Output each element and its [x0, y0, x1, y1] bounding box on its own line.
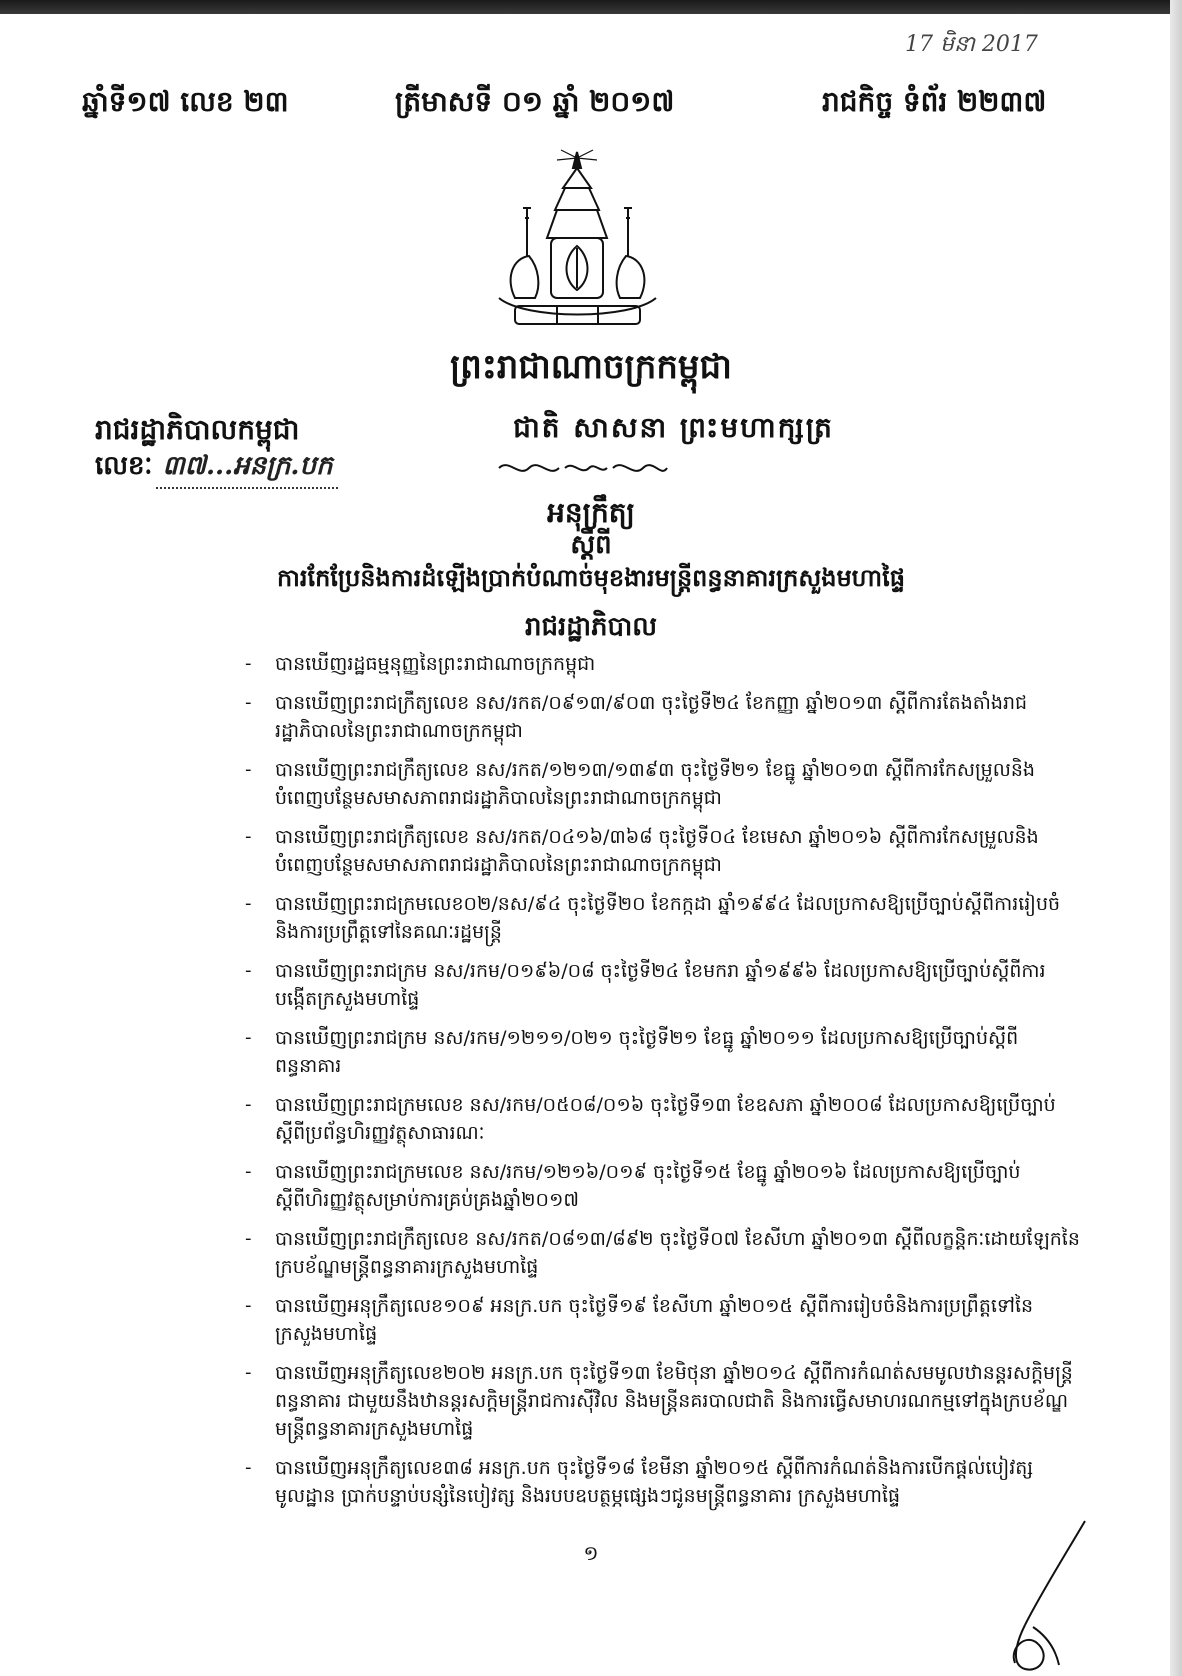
list-item: - បានឃើញរដ្ឋធម្មនុញ្ញនៃព្រះរាជាណាចក្រកម្ពុជា [245, 650, 1080, 678]
list-item: - បានឃើញព្រះរាជក្រមលេខ០២/នស/៩៤ ចុះថ្ងៃទី២០ ខែកក្កដា ឆ្នាំ១៩៩៤ ដែលប្រកាសឱ្យប្រើច្បាប់ស្ដីពីការរៀបចំនិងការប្រព្រឹត្តទៅនៃគណៈរដ្ឋមន្ត្រី [245, 890, 1080, 946]
bullet: - [245, 893, 252, 914]
bullet: - [245, 692, 252, 713]
list-item: - បានឃើញអនុក្រឹត្យលេខ២០២ អនក្រ.បក ចុះថ្ងៃទី១៣ ខែមិថុនា ឆ្នាំ២០១៤ ស្ដីពីការកំណត់សមមូលឋានន្តរសក្ដិមន្ត្រីពន្ធនាគារ ជាមួយនឹងឋានន្តរសក្ដិមន្ត្រីរាជការស៊ីវិល និងមន្ត្រីនគរបាលជាតិ និងការធ្វើសមាហរណកម្មទៅក្នុងក្របខ័ណ្ឌមន្ត្រីពន្ធនាគារក្រសួងមហាផ្ទៃ [245, 1359, 1080, 1443]
list-item: - បានឃើញអនុក្រឹត្យលេខ៣៨ អនក្រ.បក ចុះថ្ងៃទី១៨ ខែមីនា ឆ្នាំ២០១៥ ស្ដីពីការកំណត់និងការបើកផ្ដល់បៀវត្សមូលដ្ឋាន ប្រាក់បន្ទាប់បន្សំនៃបៀវត្ស និងរបបឧបត្ថម្ភផ្សេងៗជូនមន្ត្រីពន្ធនាគារ ក្រសួងមហាផ្ទៃ [245, 1454, 1080, 1510]
list-item: - បានឃើញព្រះរាជក្រឹត្យលេខ នស/រកត/០៩១៣/៩០៣ ចុះថ្ងៃទី២៤ ខែកញ្ញា ឆ្នាំ២០១៣ ស្ដីពីការតែងតាំងរាជរដ្ឋាភិបាលនៃព្រះរាជាណាចក្រកម្ពុជា [245, 689, 1080, 745]
list-item: - បានឃើញព្រះរាជក្រម នស/រកម/០១៩៦/០៨ ចុះថ្ងៃទី២៤ ខែមករា ឆ្នាំ១៩៩៦ ដែលប្រកាសឱ្យប្រើច្បាប់ស្ដីពីការបង្កើតក្រសួងមហាផ្ទៃ [245, 957, 1080, 1013]
bullet: - [245, 1362, 252, 1383]
list-item: - បានឃើញព្រះរាជក្រម នស/រកម/១២១១/០២១ ចុះថ្ងៃទី២១ ខែធ្នូ ឆ្នាំ២០១១ ដែលប្រកាសឱ្យប្រើច្បាប់ស្ដីពីពន្ធនាគារ [245, 1024, 1080, 1080]
bullet: - [245, 826, 252, 847]
list-item: - បានឃើញព្រះរាជក្រមលេខ នស/រកម/១២១៦/០១៩ ចុះថ្ងៃទី១៥ ខែធ្នូ ឆ្នាំ២០១៦ ដែលប្រកាសឱ្យប្រើច្បាប់ស្ដីពីហិរញ្ញវត្ថុសម្រាប់ការគ្រប់គ្រងឆ្នាំ២០១៧ [245, 1158, 1080, 1214]
bullet: - [245, 1027, 252, 1048]
list-item: - បានឃើញព្រះរាជក្រឹត្យលេខ នស/រកត/១២១៣/១៣៩៣ ចុះថ្ងៃទី២១ ខែធ្នូ ឆ្នាំ២០១៣ ស្ដីពីការកែសម្រួលនិងបំពេញបន្ថែមសមាសភាពរាជរដ្ឋាភិបាលនៃព្រះរាជាណាចក្រកម្ពុជា [245, 756, 1080, 812]
preamble-list [245, 650, 1080, 1521]
reference-number: ៣៧...អនក្រ.បក [156, 449, 338, 489]
royal-coat-of-arms-icon [485, 148, 670, 333]
list-item: - បានឃើញអនុក្រឹត្យលេខ១០៩ អនក្រ.បក ចុះថ្ងៃទី១៩ ខែសីហា ឆ្នាំ២០១៥ ស្ដីពីការរៀបចំនិងការប្រព្រឹត្តទៅនៃក្រសួងមហាផ្ទៃ [245, 1292, 1080, 1348]
document-title: ការកែប្រែនិងការដំឡើងប្រាក់បំណាច់មុខងារមន្ត្រីពន្ធនាគារក្រសួងមហាផ្ទៃ [276, 564, 905, 592]
gazette-page-number: រាជកិច្ច ទំព័រ ២២៣៧ [822, 85, 1047, 118]
national-motto: ជាតិ សាសនា ព្រះមហាក្សត្រ [513, 411, 834, 444]
signature-mark-icon [985, 1515, 1095, 1675]
ornamental-divider-icon [495, 458, 670, 478]
gazette-quarter: ត្រីមាសទី ០១ ឆ្នាំ ២០១៧ [395, 85, 675, 118]
bullet: - [245, 960, 252, 981]
bullet: - [245, 759, 252, 780]
scan-top-edge [0, 0, 1182, 14]
list-item: - បានឃើញព្រះរាជក្រមលេខ នស/រកម/០៥០៨/០១៦ ចុះថ្ងៃទី១៣ ខែឧសភា ឆ្នាំ២០០៨ ដែលប្រកាសឱ្យប្រើច្បាប់ស្ដីពីប្រព័ន្ធហិរញ្ញវត្ថុសាធារណៈ [245, 1091, 1080, 1147]
bullet: - [245, 1161, 252, 1182]
bullet: - [245, 1094, 252, 1115]
list-item: - បានឃើញព្រះរាជក្រឹត្យលេខ នស/រកត/០៤១៦/៣៦៨ ចុះថ្ងៃទី០៤ ខែមេសា ឆ្នាំ២០១៦ ស្ដីពីការកែសម្រួលនិងបំពេញបន្ថែមសមាសភាពរាជរដ្ឋាភិបាលនៃព្រះរាជាណាចក្រកម្ពុជា [245, 823, 1080, 879]
bullet: - [245, 1295, 252, 1316]
page-number: ១ [583, 1541, 599, 1565]
document-about: ស្ដីពី [570, 530, 612, 560]
bullet: - [245, 1457, 252, 1478]
scan-right-edge [1170, 0, 1182, 1676]
handwritten-date-note: 17 មិនា 2017 [905, 32, 1038, 57]
gazette-year-issue: ឆ្នាំទី១៧ លេខ ២៣ [82, 85, 289, 118]
list-item: - បានឃើញព្រះរាជក្រឹត្យលេខ នស/រកត/០៨១៣/៨៩២ ចុះថ្ងៃទី០៧ ខែសីហា ឆ្នាំ២០១៣ ស្ដីពីលក្ខន្តិកៈដោយឡែកនៃក្របខ័ណ្ឌមន្ត្រីពន្ធនាគារក្រសួងមហាផ្ទៃ [245, 1225, 1080, 1281]
issuing-government: រាជរដ្ឋាភិបាលកម្ពុជា [95, 413, 300, 446]
reference-label: លេខៈ [95, 451, 153, 481]
bullet: - [245, 1228, 252, 1249]
authority-heading: រាជរដ្ឋាភិបាល [524, 612, 658, 642]
kingdom-name: ព្រះរាជាណាចក្រកម្ពុជា [450, 347, 732, 387]
bullet: - [245, 653, 252, 674]
document-type: អនុក្រឹត្យ [547, 496, 635, 529]
reference-number-line [95, 449, 338, 489]
